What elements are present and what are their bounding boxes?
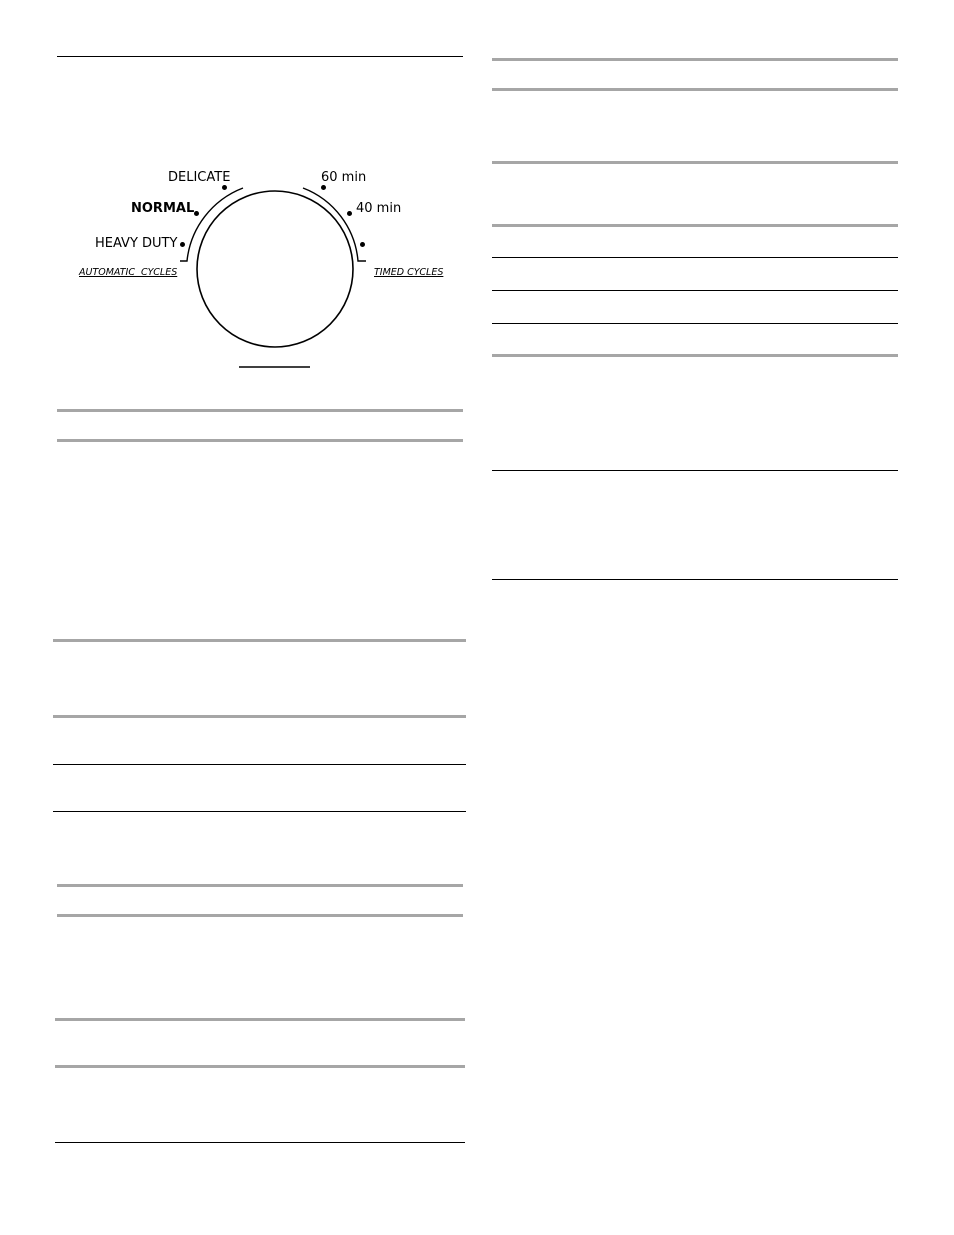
left-rule-4 [53, 715, 466, 718]
setting-delicate-dot [222, 185, 227, 190]
right-rule-4 [492, 224, 898, 227]
timed-cycles-caption: TIMED CYCLES [374, 267, 444, 278]
setting-40-min-label: 40 min [356, 201, 402, 216]
right-rule-1 [492, 58, 898, 61]
setting-normal-label: NORMAL [131, 201, 195, 216]
cycle-dial-knob [197, 191, 353, 347]
setting-delicate-label: DELICATE [168, 170, 231, 185]
left-rule-2 [57, 439, 463, 442]
setting-normal-dot [194, 211, 199, 216]
right-rule-10 [492, 579, 898, 580]
left-rule-11 [55, 1142, 465, 1143]
left-rule-1 [57, 409, 463, 412]
right-rule-2 [492, 88, 898, 91]
automatic-cycles-caption: AUTOMATIC CYCLES [79, 267, 178, 278]
right-rule-9 [492, 470, 898, 471]
left-rule-5 [53, 764, 466, 765]
left-rule-7 [57, 884, 463, 887]
setting-40-min-dot [347, 211, 352, 216]
right-rule-7 [492, 323, 898, 324]
left-rule-3 [53, 639, 466, 642]
setting-60-min-label: 60 min [321, 170, 367, 185]
left-rule-6 [53, 811, 466, 812]
left-rule-9 [55, 1018, 465, 1021]
timed-cycles-bracket [303, 188, 366, 261]
right-rule-5 [492, 257, 898, 258]
right-rule-6 [492, 290, 898, 291]
setting-60-min-dot [321, 185, 326, 190]
left-rule-8 [57, 914, 463, 917]
setting-timed-extra-dot [360, 242, 365, 247]
right-rule-3 [492, 161, 898, 164]
setting-heavy-duty-label: HEAVY DUTY [95, 236, 178, 251]
setting-heavy-duty-dot [180, 242, 185, 247]
left-rule-10 [55, 1065, 465, 1068]
right-rule-8 [492, 354, 898, 357]
